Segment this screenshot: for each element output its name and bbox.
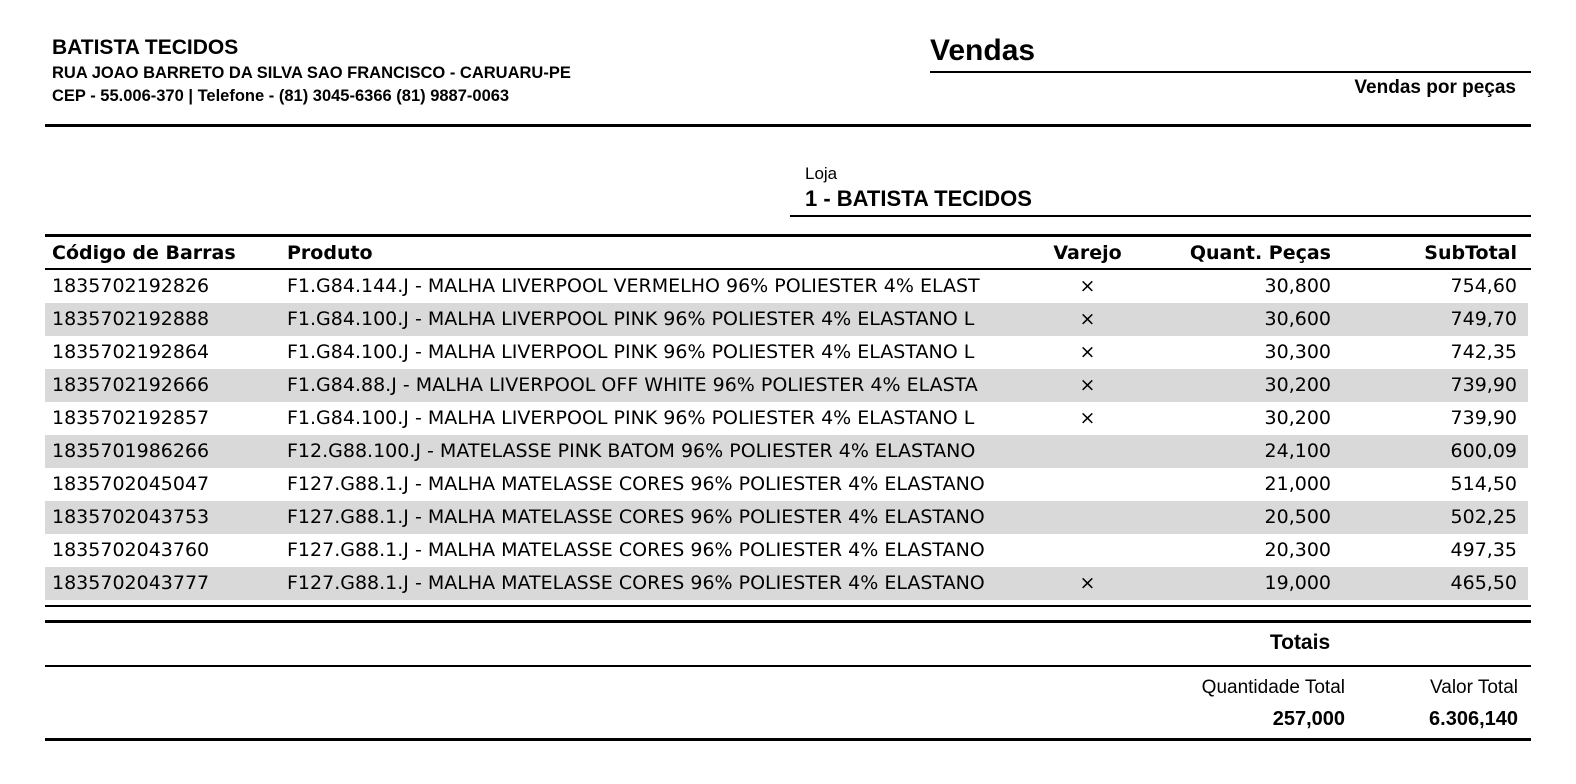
cell-varejo-mark: × [1079,374,1096,396]
cell-product: F127.G88.1.J - MALHA MATELASSE CORES 96% POLIESTER 4% ELASTANO [287,539,985,561]
cell-subtotal: 465,50 [1450,572,1517,594]
title-underline-rule [930,71,1531,73]
column-header-barcode: Código de Barras [52,242,236,264]
cell-subtotal: 749,70 [1450,308,1517,330]
column-header-subtotal: SubTotal [1424,242,1517,264]
cell-subtotal: 754,60 [1450,275,1517,297]
cell-product: F127.G88.1.J - MALHA MATELASSE CORES 96% POLIESTER 4% ELASTANO [287,473,985,495]
table-row [45,270,1528,303]
table-row [45,369,1528,402]
cell-quantity: 21,000 [1264,473,1331,495]
cell-varejo-mark: × [1079,275,1096,297]
cell-barcode: 1835702043777 [52,572,210,594]
cell-subtotal: 742,35 [1450,341,1517,363]
table-top-rule [45,234,1531,237]
column-header-quantity: Quant. Peças [1189,242,1331,264]
totals-top-rule [45,620,1531,623]
cell-product: F127.G88.1.J - MALHA MATELASSE CORES 96% POLIESTER 4% ELASTANO [287,506,985,528]
quantity-total-value: 257,000 [1272,708,1345,730]
company-address: RUA JOAO BARRETO DA SILVA SAO FRANCISCO - CARUARU-PE [52,64,571,82]
totals-heading: Totais [1269,631,1331,654]
header-separator-rule [45,124,1531,127]
cell-barcode: 1835702045047 [52,473,210,495]
store-underline-rule [790,215,1531,217]
cell-quantity: 24,100 [1264,440,1331,462]
table-row [45,435,1528,468]
report-title: Vendas [930,34,1036,67]
cell-quantity: 20,300 [1264,539,1331,561]
cell-product: F1.G84.144.J - MALHA LIVERPOOL VERMELHO 96% POLIESTER 4% ELAST [287,275,980,297]
store-name: 1 - BATISTA TECIDOS [805,186,1032,211]
cell-barcode: 1835702043753 [52,506,210,528]
table-header [45,239,1528,268]
value-total-label: Valor Total [1429,677,1518,698]
table-row [45,303,1528,336]
cell-product: F1.G84.88.J - MALHA LIVERPOOL OFF WHITE 96% POLIESTER 4% ELASTA [287,374,978,396]
cell-quantity: 30,600 [1264,308,1331,330]
cell-product: F1.G84.100.J - MALHA LIVERPOOL PINK 96% POLIESTER 4% ELASTANO L [287,341,975,363]
cell-product: F1.G84.100.J - MALHA LIVERPOOL PINK 96% POLIESTER 4% ELASTANO L [287,407,975,429]
table-row [45,468,1528,501]
cell-quantity: 30,200 [1264,407,1331,429]
cell-quantity: 20,500 [1264,506,1331,528]
cell-product: F127.G88.1.J - MALHA MATELASSE CORES 96% POLIESTER 4% ELASTANO [287,572,985,594]
cell-barcode: 1835702192826 [52,275,210,297]
table-row [45,567,1528,600]
cell-subtotal: 739,90 [1450,374,1517,396]
cell-product: F1.G84.100.J - MALHA LIVERPOOL PINK 96% POLIESTER 4% ELASTANO L [287,308,975,330]
store-label: Loja [805,164,838,183]
cell-quantity: 19,000 [1264,572,1331,594]
cell-subtotal: 502,25 [1450,506,1517,528]
cell-varejo-mark: × [1079,407,1096,429]
page-bottom-rule [45,738,1531,741]
cell-barcode: 1835702192888 [52,308,210,330]
cell-varejo-mark: × [1079,341,1096,363]
cell-barcode: 1835702192666 [52,374,210,396]
cell-quantity: 30,200 [1264,374,1331,396]
cell-varejo-mark: × [1079,572,1096,594]
report-subtitle: Vendas por peças [1354,77,1516,98]
cell-subtotal: 739,90 [1450,407,1517,429]
table-row [45,402,1528,435]
cell-quantity: 30,300 [1264,341,1331,363]
quantity-total-label: Quantidade Total [1201,677,1345,698]
cell-barcode: 1835702043760 [52,539,210,561]
column-header-varejo: Varejo [1053,242,1122,264]
table-row [45,534,1528,567]
table-bottom-rule [45,605,1531,607]
cell-quantity: 30,800 [1264,275,1331,297]
cell-subtotal: 600,09 [1450,440,1517,462]
cell-barcode: 1835702192864 [52,341,210,363]
table-row [45,336,1528,369]
table-row [45,501,1528,534]
cell-varejo-mark: × [1079,308,1096,330]
cell-barcode: 1835702192857 [52,407,210,429]
column-header-product: Produto [287,242,373,264]
cell-product: F12.G88.100.J - MATELASSE PINK BATOM 96% POLIESTER 4% ELASTANO [287,440,976,462]
totals-middle-rule [45,665,1531,667]
cell-subtotal: 497,35 [1450,539,1517,561]
cell-subtotal: 514,50 [1450,473,1517,495]
company-name: BATISTA TECIDOS [52,36,239,59]
table-body [45,270,1528,600]
value-total-value: 6.306,140 [1429,708,1518,730]
cell-barcode: 1835701986266 [52,440,210,462]
company-contact: CEP - 55.006-370 | Telefone - (81) 3045-6366 (81) 9887-0063 [52,87,510,105]
